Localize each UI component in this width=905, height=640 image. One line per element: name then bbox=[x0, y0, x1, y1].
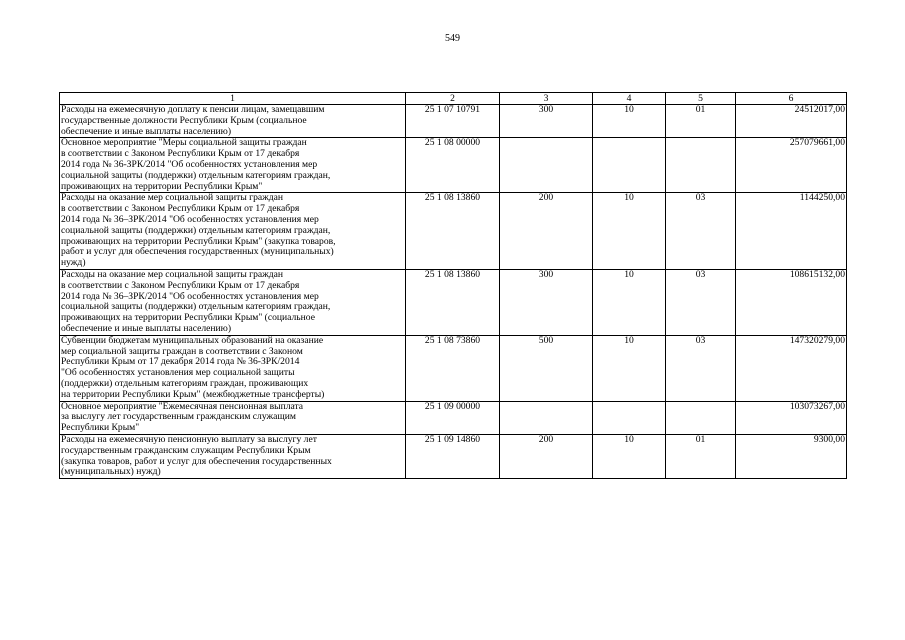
row-col5: 03 bbox=[666, 335, 736, 401]
row-col5 bbox=[666, 401, 736, 434]
row-name-text: Расходы на ежемесячную доплату к пенсии лицам, замещавшим государственные должности Республики Крым (социальное обеспечение и иные выплаты населению) bbox=[61, 104, 325, 137]
row-amount: 108615132,00 bbox=[736, 269, 847, 335]
table-row bbox=[60, 401, 847, 434]
row-code: 25 1 07 10791 bbox=[406, 105, 500, 138]
row-amount: 257079661,00 bbox=[736, 138, 847, 193]
row-col4 bbox=[593, 401, 666, 434]
row-col4: 10 bbox=[593, 269, 666, 335]
row-code: 25 1 08 00000 bbox=[406, 138, 500, 193]
table-header-row bbox=[60, 93, 847, 105]
row-amount: 1144250,00 bbox=[736, 193, 847, 270]
budget-table bbox=[59, 92, 847, 479]
row-col4: 10 bbox=[593, 193, 666, 270]
row-code: 25 1 08 13860 bbox=[406, 269, 500, 335]
row-code: 25 1 08 73860 bbox=[406, 335, 500, 401]
table-row bbox=[60, 138, 847, 193]
row-col5: 03 bbox=[666, 269, 736, 335]
row-col3: 300 bbox=[500, 269, 593, 335]
row-name bbox=[60, 138, 406, 193]
row-col5: 03 bbox=[666, 193, 736, 270]
table-row bbox=[60, 434, 847, 478]
row-name bbox=[60, 269, 406, 335]
header-col-3: 3 bbox=[500, 93, 593, 105]
row-code: 25 1 09 00000 bbox=[406, 401, 500, 434]
row-col3: 200 bbox=[500, 193, 593, 270]
row-name-text: Расходы на оказание мер социальной защиты граждан в соответствии с Законом Республики Крым от 17 декабря 2014 года № 36–ЗРК/2014 "Об особенностях установления мер социальной защиты (поддержки) отдельным категориям граждан, проживающих на территории Республики Крым" (социальное обеспечение и иные выплаты населению) bbox=[61, 268, 331, 334]
table-row bbox=[60, 105, 847, 138]
header-col-4: 4 bbox=[593, 93, 666, 105]
row-code: 25 1 08 13860 bbox=[406, 193, 500, 270]
row-name-text: Основное мероприятие "Ежемесячная пенсионная выплата за выслугу лет государственным гражданским служащим Республики Крым" bbox=[61, 400, 304, 434]
row-name bbox=[60, 401, 406, 434]
row-col4 bbox=[593, 138, 666, 193]
row-amount: 103073267,00 bbox=[736, 401, 847, 434]
row-col3: 500 bbox=[500, 335, 593, 401]
row-name bbox=[60, 193, 406, 270]
row-name bbox=[60, 105, 406, 138]
row-col3: 200 bbox=[500, 434, 593, 478]
header-col-5: 5 bbox=[666, 93, 736, 105]
table-row bbox=[60, 193, 847, 270]
row-col5: 01 bbox=[666, 105, 736, 138]
row-name-text: Расходы на ежемесячную пенсионную выплату за выслугу лет государственным гражданским служащим Республики Крым (закупка товаров, работ и услуг для обеспечения государственных (муниципальных) нужд) bbox=[61, 433, 332, 478]
row-col5 bbox=[666, 138, 736, 193]
row-amount: 24512017,00 bbox=[736, 105, 847, 138]
row-name-text: Расходы на оказание мер социальной защиты граждан в соответствии с Законом Республики Крым от 17 декабря 2014 года № 36–ЗРК/2014 "Об особенностях установления мер социальной защиты (поддержки) отдельным категориям граждан, проживающих на территории Республики Крым" (закупка товаров, работ и услуг для обеспечения государственных (муниципальных) нужд) bbox=[61, 192, 336, 269]
header-col-1: 1 bbox=[60, 93, 406, 105]
row-col3: 300 bbox=[500, 105, 593, 138]
row-name-text: Основное мероприятие "Меры социальной защиты граждан в соответствии с Законом Республики Крым от 17 декабря 2014 года № 36-ЗРК/2014 "Об особенностях установления мер социальной защиты (поддержки) отдельным категориям граждан, проживающих на территории Республики Крым" bbox=[61, 137, 331, 192]
table-row bbox=[60, 269, 847, 335]
page-number: 549 bbox=[445, 33, 460, 44]
row-col3 bbox=[500, 401, 593, 434]
header-col-6: 6 bbox=[736, 93, 847, 105]
row-name-text: Субвенции бюджетам муниципальных образований на оказание мер социальной защиты граждан в соответствии с Законом Республики Крым от 17 декабря 2014 года № 36-ЗРК/2014 "Об особенностях установления мер социальной защиты (поддержки) отдельным категориям граждан, проживающих на территории Республики Крым" (межбюджетные трансферты) bbox=[61, 334, 325, 400]
row-amount: 9300,00 bbox=[736, 434, 847, 478]
row-col5: 01 bbox=[666, 434, 736, 478]
row-col4: 10 bbox=[593, 335, 666, 401]
row-col4: 10 bbox=[593, 105, 666, 138]
table-row bbox=[60, 335, 847, 401]
row-name bbox=[60, 335, 406, 401]
row-code: 25 1 09 14860 bbox=[406, 434, 500, 478]
row-col4: 10 bbox=[593, 434, 666, 478]
row-name bbox=[60, 434, 406, 478]
row-amount: 147320279,00 bbox=[736, 335, 847, 401]
header-col-2: 2 bbox=[406, 93, 500, 105]
row-col3 bbox=[500, 138, 593, 193]
